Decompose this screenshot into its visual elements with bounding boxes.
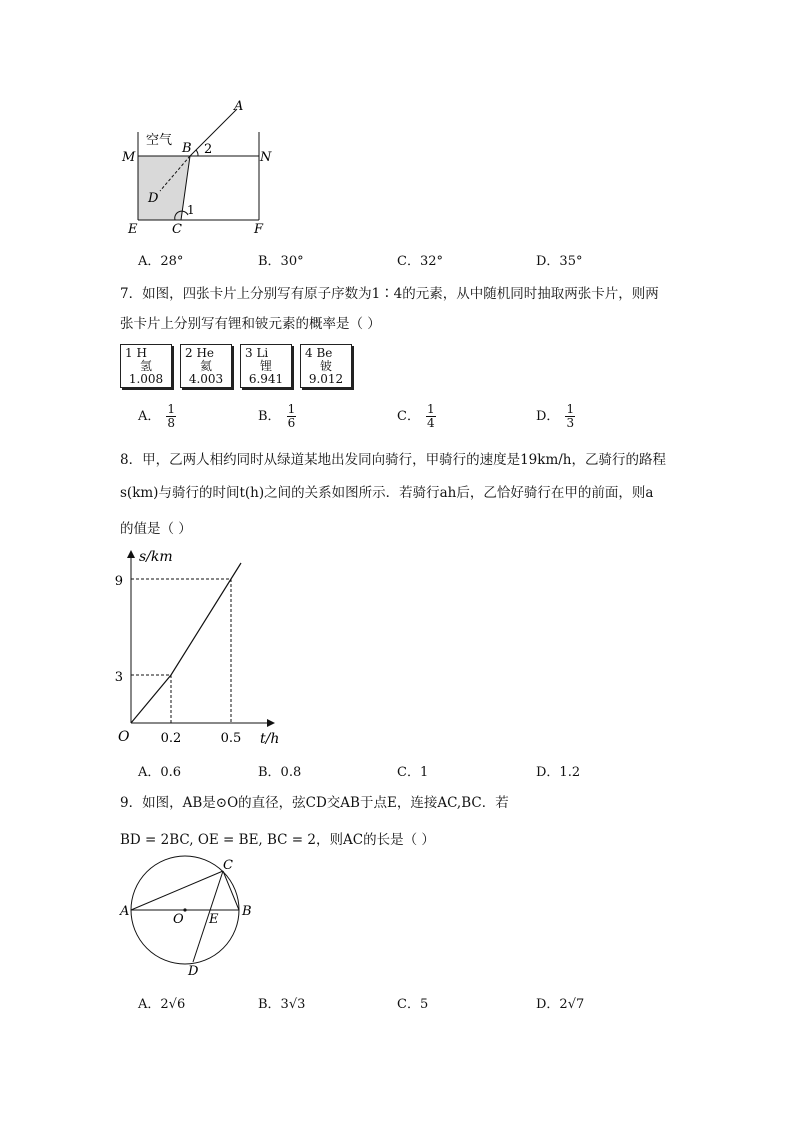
card-number-symbol: 4 Be: [305, 346, 333, 360]
q6-option-d[interactable]: D．35°: [536, 254, 583, 269]
q8-option-a[interactable]: A．0.6: [138, 765, 182, 780]
card-mass: 1.008: [128, 372, 164, 386]
q9-option-a[interactable]: A．2√6: [138, 997, 186, 1012]
element-card-be: [300, 344, 352, 388]
q9-option-b[interactable]: B．3√3: [258, 997, 306, 1012]
y-tick-label: 9: [114, 574, 123, 589]
x-tick-label: 0.2: [160, 731, 182, 746]
q8-option-b[interactable]: B．0.8: [258, 765, 302, 780]
x-axis-label: t/h: [260, 731, 280, 747]
denominator: 4: [426, 416, 435, 430]
card-number-symbol: 3 Li: [245, 346, 269, 360]
denominator: 6: [287, 416, 296, 430]
q9-option-d[interactable]: D．2√7: [536, 997, 585, 1012]
label-f: F: [254, 222, 264, 236]
fraction: [426, 403, 436, 430]
distance-time-chart: [110, 545, 290, 750]
numerator: 1: [167, 402, 176, 416]
option-label: A．: [138, 409, 161, 424]
denominator: 3: [566, 416, 575, 430]
q7-stem-line1: 7．如图，四张卡片上分别写有原子序数为1∶4的元素，从中随机同时抽取两张卡片，则两: [120, 286, 659, 302]
y-tick-label: 3: [114, 670, 123, 685]
label-n: N: [260, 150, 272, 165]
q7-option-d[interactable]: [536, 403, 575, 430]
label-e: E: [128, 222, 138, 236]
label-d: D: [188, 964, 199, 979]
label-m: M: [122, 150, 136, 165]
ray-ab: [190, 109, 237, 156]
q7-option-b[interactable]: [258, 403, 296, 430]
fraction: [166, 403, 176, 430]
option-label: D．: [536, 409, 560, 424]
chord-bc: [223, 871, 239, 910]
fraction: [287, 403, 297, 430]
q8-option-c[interactable]: C．1: [397, 765, 429, 780]
q7-stem-line2: 张卡片上分别写有锂和铍元素的概率是（ ）: [120, 316, 381, 332]
element-card-h: [120, 344, 172, 388]
label-angle-2: 2: [204, 142, 213, 157]
label-e: E: [209, 912, 219, 927]
label-c: C: [172, 222, 182, 236]
origin-label: O: [118, 729, 130, 745]
circle-figure: [115, 855, 260, 980]
option-label: C．: [397, 409, 420, 424]
card-number-symbol: 1 H: [125, 346, 147, 360]
label-a: A: [120, 904, 130, 919]
label-d: D: [148, 191, 159, 206]
numerator: 1: [287, 402, 296, 416]
card-name: 氦: [199, 359, 212, 373]
card-name: 氢: [139, 359, 152, 373]
guide-lines: [131, 579, 231, 723]
q9-option-c[interactable]: C．5: [397, 997, 429, 1012]
q8-stem-line1: 8．甲，乙两人相约同时从绿道某地出发同向骑行，甲骑行的速度是19km/h，乙骑行的路程: [120, 452, 666, 468]
q9-stem-line2: BD = 2BC, OE = BE, BC = 2，则AC的长是（ ）: [120, 832, 435, 848]
card-mass: 6.941: [248, 372, 284, 386]
y-axis-label: s/km: [139, 549, 173, 565]
label-a: A: [234, 99, 244, 114]
q6-option-a[interactable]: A．28°: [138, 254, 184, 269]
fraction: [565, 403, 575, 430]
numerator: 1: [426, 402, 435, 416]
q6-option-c[interactable]: C．32°: [397, 254, 443, 269]
q9-stem-line1: 9．如图，AB是⊙O的直径，弦CD交AB于点E，连接AC,BC．若: [120, 795, 509, 811]
q8-stem-line2: s(km)与骑行的时间t(h)之间的关系如图所示．若骑行ah后，乙恰好骑行在甲的前面，则a: [120, 485, 654, 501]
x-tick-label: 0.5: [220, 731, 242, 746]
refraction-figure: [110, 96, 290, 236]
denominator: 8: [167, 416, 176, 430]
q6-option-b[interactable]: B．30°: [258, 254, 304, 269]
card-mass: 4.003: [188, 372, 224, 386]
card-mass: 9.012: [308, 372, 344, 386]
q7-option-c[interactable]: [397, 403, 436, 430]
label-b: B: [182, 141, 192, 156]
option-label: B．: [258, 409, 281, 424]
q7-option-a[interactable]: [138, 403, 176, 430]
label-air: 空气: [146, 133, 173, 148]
chord-cd: [193, 871, 223, 962]
q8-option-d[interactable]: D．1.2: [536, 765, 581, 780]
label-o: O: [173, 912, 184, 927]
card-name: 铍: [319, 359, 332, 373]
element-card-li: [240, 344, 292, 388]
numerator: 1: [566, 402, 575, 416]
series-line: [131, 563, 241, 723]
center-point: [183, 908, 186, 911]
label-b: B: [242, 904, 252, 919]
card-name: 锂: [259, 359, 272, 373]
label-angle-1: 1: [187, 203, 195, 217]
angle-2-arc: [196, 150, 198, 156]
element-card-he: [180, 344, 232, 388]
chord-ac: [131, 871, 223, 910]
label-c: C: [223, 858, 233, 873]
q8-stem-line3: 的值是（ ）: [120, 521, 192, 537]
card-number-symbol: 2 He: [185, 346, 215, 360]
